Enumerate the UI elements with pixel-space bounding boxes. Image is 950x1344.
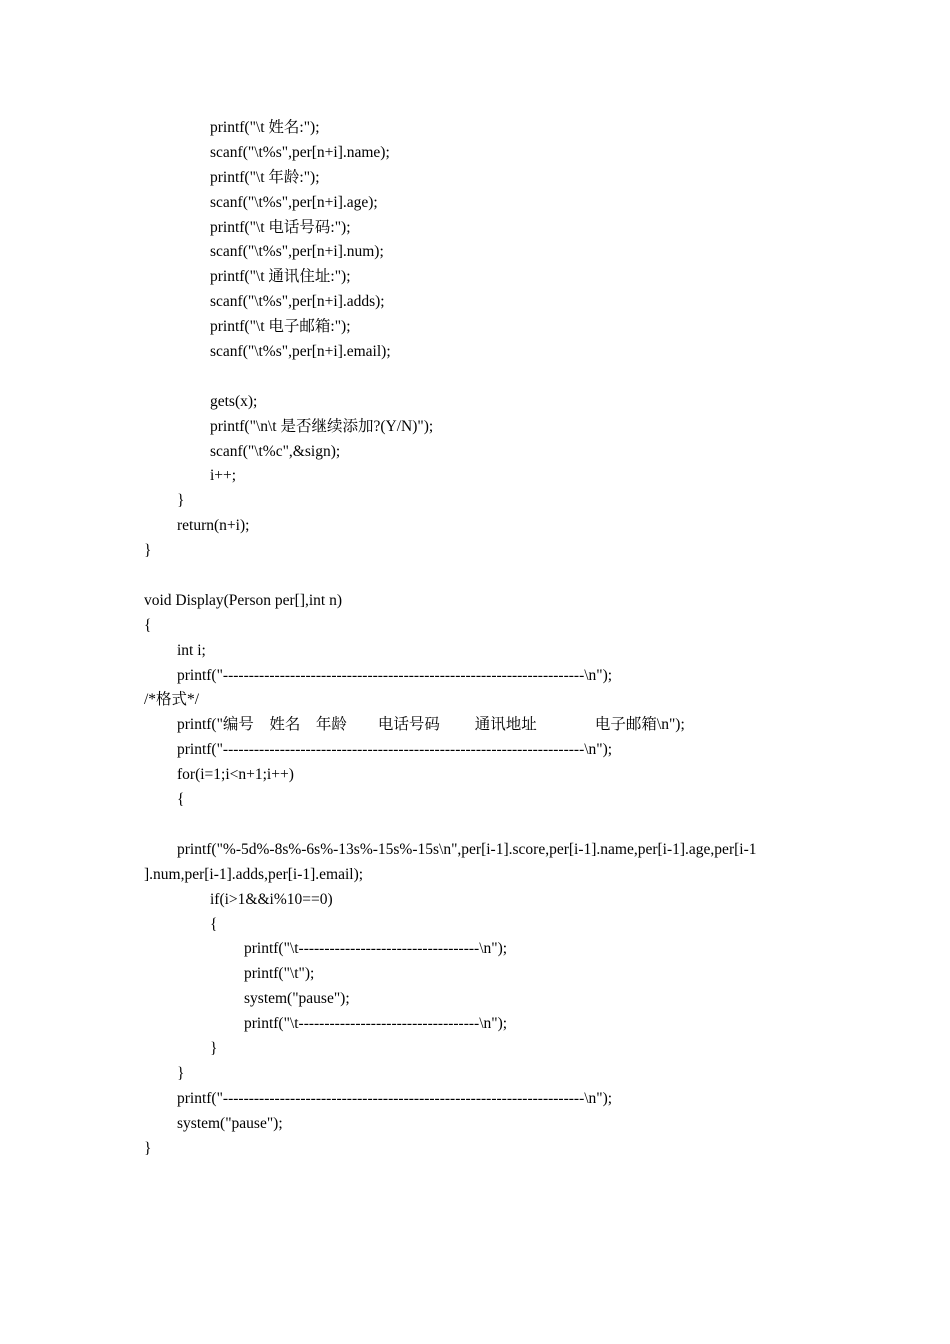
- code-line: printf("\t-----------------------------------\n");: [244, 940, 508, 958]
- code-line: printf("%-5d%-8s%-6s%-13s%-15s%-15s\n",per[i-1].score,per[i-1].name,per[i-1].age,per[i-1: [177, 840, 757, 858]
- code-line: printf("\t-----------------------------------\n");: [244, 1015, 508, 1033]
- code-line: for(i=1;i<n+1;i++): [177, 766, 294, 784]
- code-line: if(i>1&&i%10==0): [210, 890, 333, 908]
- code-line: scanf("\t%s",per[n+i].age);: [210, 193, 378, 211]
- code-line: {: [144, 616, 152, 634]
- code-line: void Display(Person per[],int n): [144, 591, 343, 609]
- code-line: scanf("\t%s",per[n+i].num);: [210, 243, 384, 261]
- blank-line: [0, 365, 950, 390]
- code-line: scanf("\t%s",per[n+i].name);: [210, 143, 390, 161]
- code-line: printf("\t 电话号码:");: [210, 218, 351, 236]
- code-line: printf("\t 姓名:");: [210, 119, 320, 136]
- code-line: /*格式*/: [144, 691, 200, 709]
- code-line: }: [144, 542, 152, 560]
- code-line: i++;: [210, 467, 237, 485]
- code-line: scanf("\t%c",&sign);: [210, 442, 341, 460]
- code-line: }: [177, 1064, 185, 1082]
- code-line: }: [144, 1139, 152, 1157]
- code-line: scanf("\t%s",per[n+i].adds);: [210, 293, 385, 311]
- code-line: {: [177, 791, 185, 809]
- blank-line: [0, 564, 950, 589]
- code-line: scanf("\t%s",per[n+i].email);: [210, 343, 391, 361]
- code-line: }: [210, 1039, 218, 1057]
- code-line: system("pause");: [177, 1114, 283, 1132]
- code-line: return(n+i);: [177, 517, 250, 535]
- code-line: printf("\t");: [244, 965, 315, 983]
- code-listing: [0, 116, 950, 1161]
- code-line: printf("----------------------------------------------------------------------\n");: [177, 666, 613, 684]
- code-line: ].num,per[i-1].adds,per[i-1].email);: [144, 865, 364, 883]
- code-line: printf("\n\t 是否继续添加?(Y/N)");: [210, 417, 434, 435]
- code-line: int i;: [177, 641, 206, 659]
- code-line: printf("----------------------------------------------------------------------\n");: [177, 741, 613, 759]
- code-line: printf("----------------------------------------------------------------------\n");: [177, 1089, 613, 1107]
- code-line: system("pause");: [244, 990, 350, 1008]
- code-line: printf("\t 电子邮箱:");: [210, 318, 351, 336]
- code-line: printf("\t 年龄:");: [210, 168, 320, 186]
- code-line: gets(x);: [210, 392, 258, 410]
- blank-line: [0, 813, 950, 838]
- code-line: }: [177, 492, 185, 510]
- code-line: {: [210, 915, 218, 933]
- code-line: printf("编号 姓名 年龄 电话号码 通讯地址 电子邮箱\n");: [177, 716, 685, 734]
- code-line: printf("\t 通讯住址:");: [210, 268, 351, 286]
